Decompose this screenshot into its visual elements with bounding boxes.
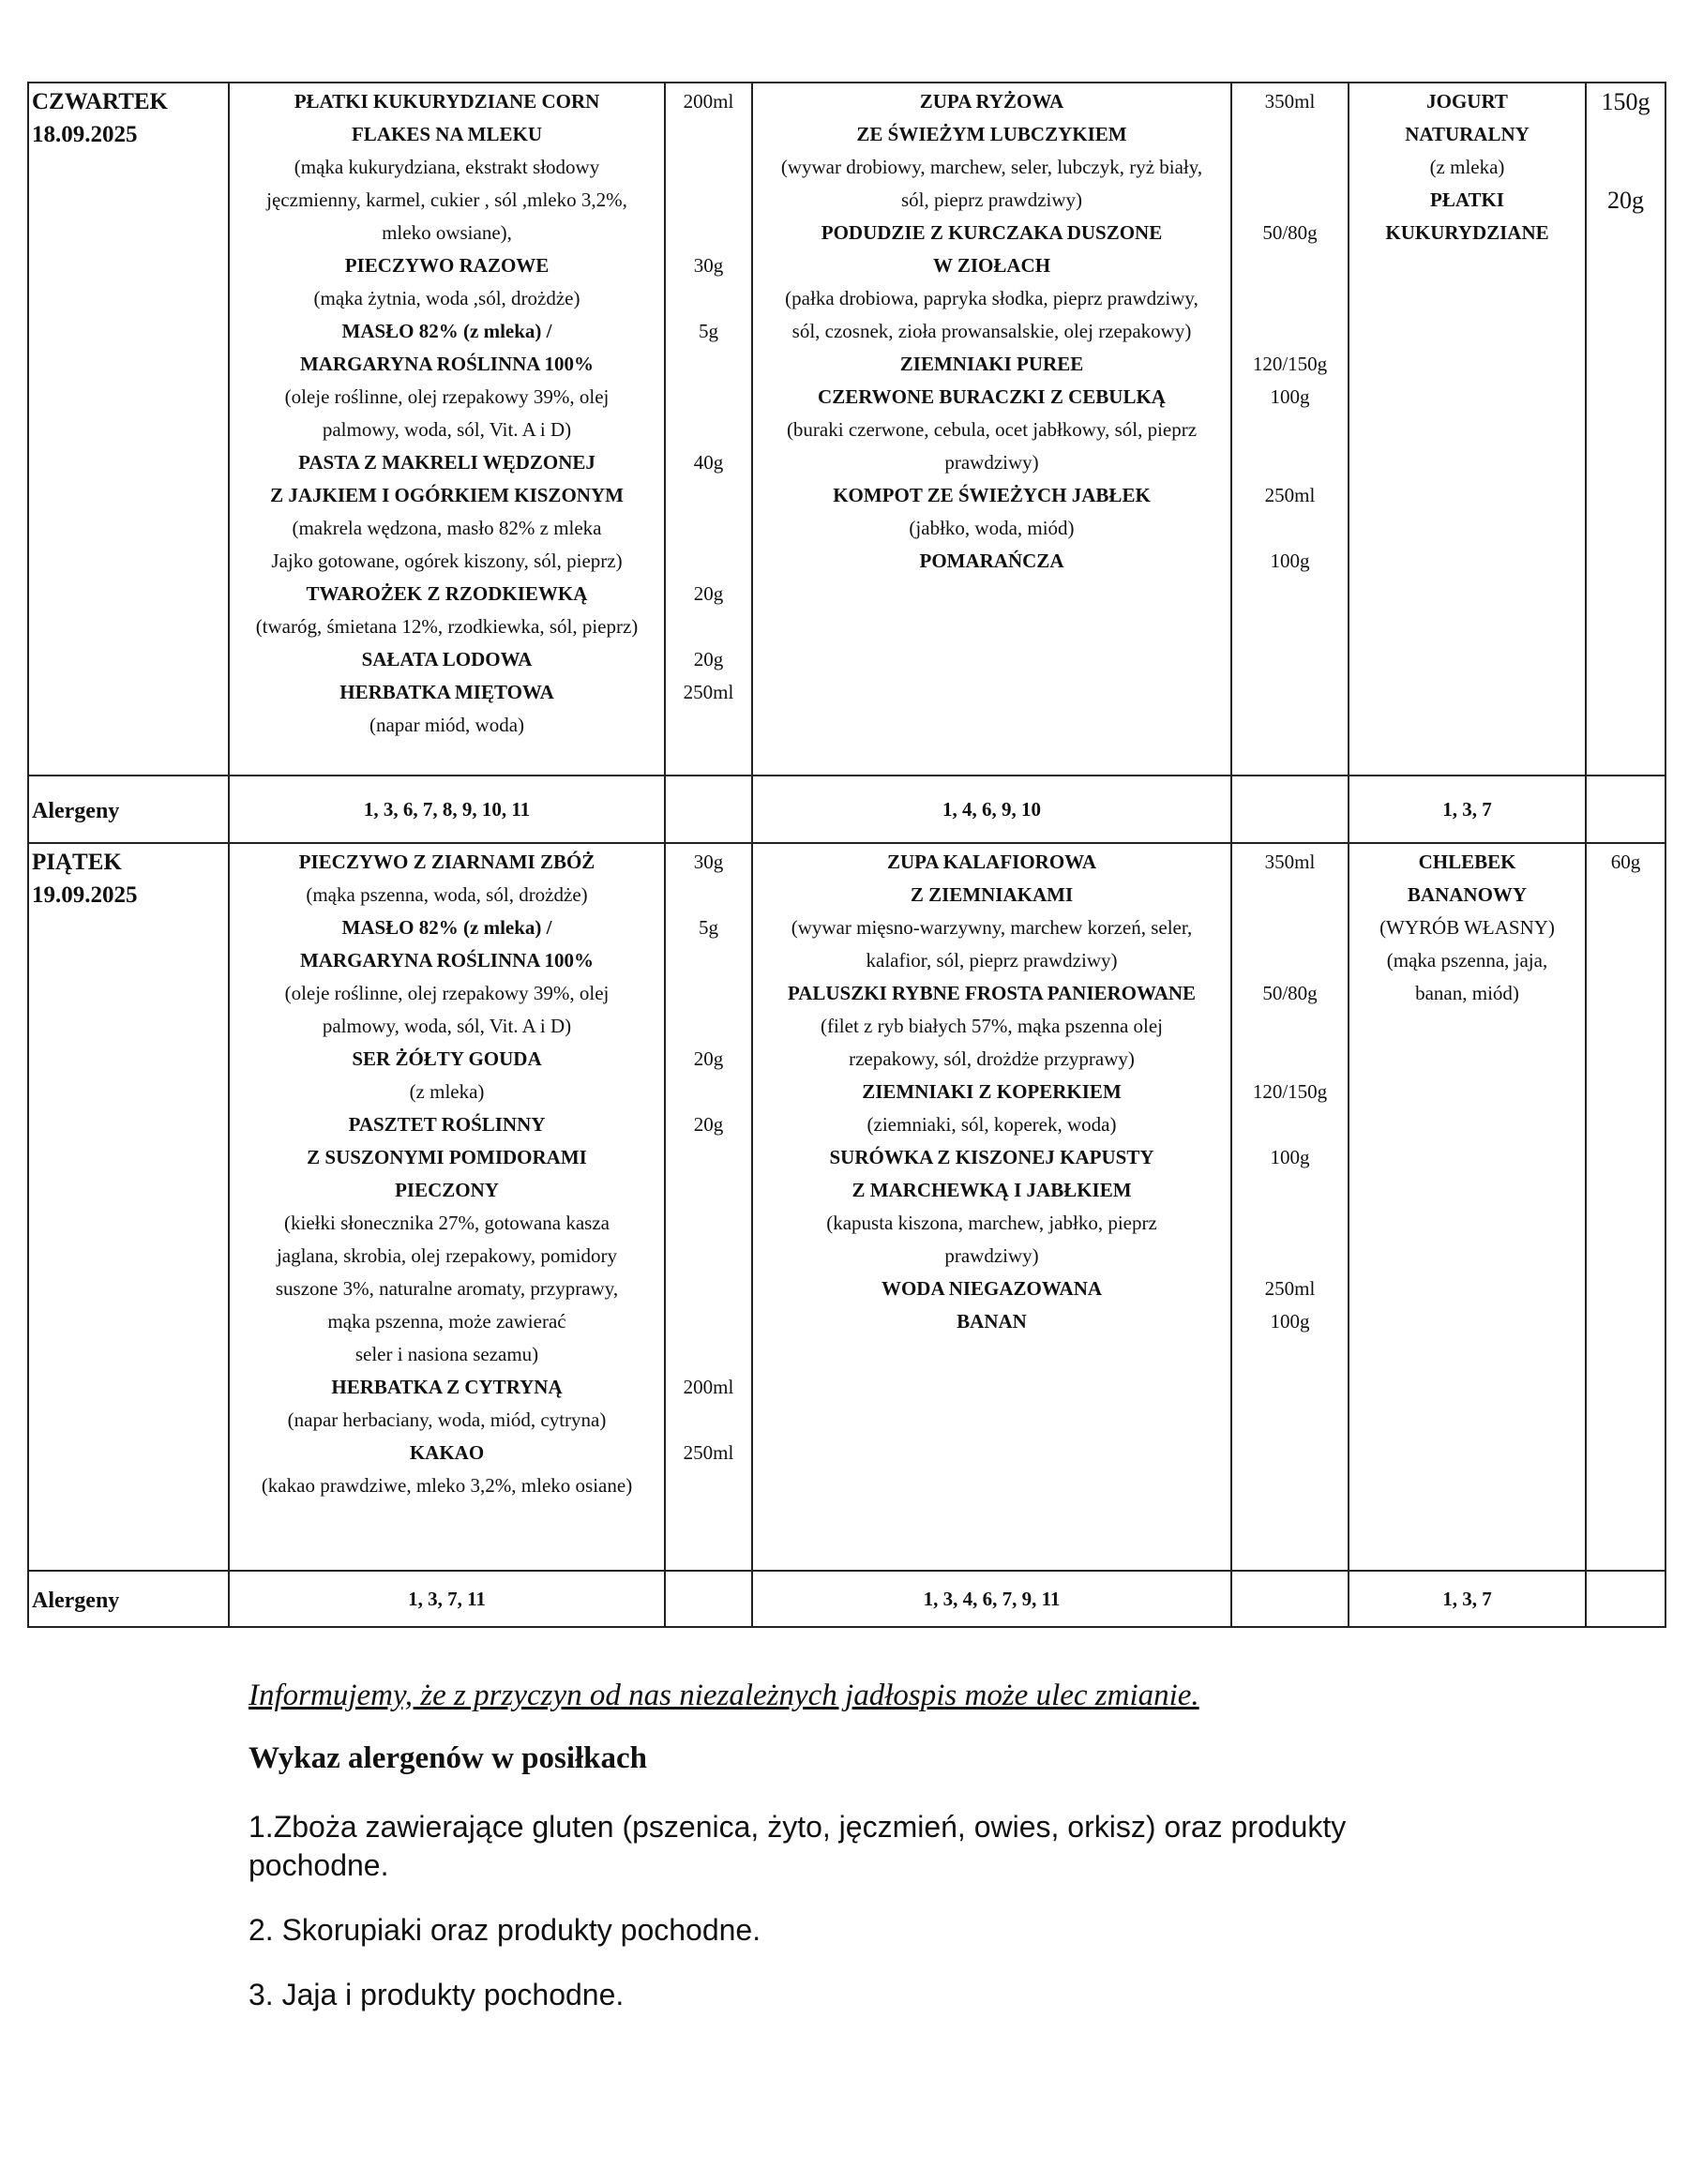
lunch-qty-cell (1231, 843, 1349, 1571)
menu-change-notice: Informujemy, że z przyczyn od nas niezależnych jadłospis może ulec zmianie. (249, 1679, 1199, 1712)
lunch-qty: 350ml (1264, 851, 1316, 873)
lunch-line: SURÓWKA Z KISZONEJ KAPUSTY (829, 1146, 1154, 1168)
snack-line: NATURALNY (1405, 123, 1530, 145)
breakfast-line: (kiełki słonecznika 27%, gotowana kasza (284, 1212, 610, 1234)
lunch-qty: 120/150g (1252, 353, 1328, 375)
lunch-line: (pałka drobiowa, papryka słodka, pieprz prawdziwy, (785, 287, 1198, 309)
allergen-row (28, 1571, 1665, 1627)
breakfast-qty: 40g (693, 451, 724, 474)
breakfast-qty (666, 1240, 751, 1273)
lunch-qty: 100g (1270, 550, 1310, 572)
allergen-list-title: Wykaz alergenów w posiłkach (249, 1741, 648, 1775)
breakfast-line: MARGARYNA ROŚLINNA 100% (299, 353, 595, 375)
lunch-line: Z ZIEMNIAKAMI (910, 883, 1074, 906)
allergen-item: 3. Jaja i produkty pochodne. (249, 1978, 625, 2011)
snack-line: JOGURT (1426, 90, 1508, 113)
snack-qty (1587, 217, 1665, 249)
lunch-line: PODUDZIE Z KURCZAKA DUSZONE (821, 221, 1163, 244)
snack-line: (mąka pszenna, jaja, (1386, 949, 1548, 972)
breakfast-line: (mąka żytnia, woda ,sól, drożdże) (313, 287, 580, 309)
lunch-line: (wywar drobiowy, marchew, seler, lubczyk, ryż biały, (780, 156, 1203, 178)
lunch-line: prawdziwy) (944, 451, 1039, 474)
breakfast-line: (makrela wędzona, masło 82% z mleka (292, 517, 602, 539)
breakfast-qty (666, 545, 751, 578)
lunch-qty (1232, 1207, 1348, 1240)
breakfast-line: TWAROŻEK Z RZODKIEWKĄ (306, 582, 588, 605)
breakfast-qty: 30g (693, 254, 724, 277)
allergen-item: 1.Zboża zawierające gluten (pszenica, żyto, jęczmień, owies, orkisz) oraz produkty pochodne. (249, 1810, 1347, 1882)
lunch-qty: 250ml (1264, 1277, 1316, 1300)
breakfast-line: (oleje roślinne, olej rzepakowy 39%, olej (284, 982, 610, 1004)
lunch-line: ZUPA KALAFIOROWA (886, 851, 1097, 873)
lunch-line: (ziemniaki, sól, koperek, woda) (867, 1113, 1117, 1136)
breakfast-line: mąka pszenna, może zawierać (327, 1310, 566, 1333)
lunch-qty (1232, 446, 1348, 479)
snack-line: KUKURYDZIANE (1385, 221, 1549, 244)
snack-cell (1349, 843, 1586, 1571)
lunch-cell (752, 843, 1231, 1571)
breakfast-line: KAKAO (409, 1441, 485, 1464)
day-cell (28, 843, 229, 1571)
snack-line: (WYRÓB WŁASNY) (1379, 916, 1555, 939)
lunch-line: KOMPOT ZE ŚWIEŻYCH JABŁEK (833, 484, 1151, 506)
breakfast-qty (666, 944, 751, 977)
lunch-qty: 50/80g (1262, 982, 1318, 1004)
breakfast-line: (napar herbaciany, woda, miód, cytryna) (287, 1408, 607, 1431)
empty-cell (1231, 1571, 1349, 1627)
breakfast-line: (kakao prawdziwe, mleko 3,2%, mleko osiane) (261, 1474, 633, 1497)
lunch-line: PALUSZKI RYBNE FROSTA PANIEROWANE (787, 982, 1197, 1004)
breakfast-qty (666, 1305, 751, 1338)
snack-qty (1587, 944, 1665, 977)
breakfast-qty (666, 512, 751, 545)
lunch-line: sól, czosnek, zioła prowansalskie, olej rzepakowy) (791, 320, 1192, 342)
breakfast-line: jaglana, skrobia, olej rzepakowy, pomidory (276, 1244, 618, 1267)
snack-line: PŁATKI (1430, 188, 1504, 211)
lunch-qty: 50/80g (1262, 221, 1318, 244)
breakfast-qty: 20g (693, 1113, 724, 1136)
lunch-line: POMARAŃCZA (919, 550, 1064, 572)
day-date: 18.09.2025 (32, 122, 138, 147)
empty-cell (665, 1571, 752, 1627)
lunch-qty (1232, 151, 1348, 184)
breakfast-qty: 5g (699, 320, 718, 342)
lunch-line: BANAN (957, 1310, 1027, 1333)
snack-qty (1587, 879, 1665, 911)
allergen-item: 2. Skorupiaki oraz produkty pochodne. (249, 1913, 761, 1947)
breakfast-qty (666, 1174, 751, 1207)
empty-cell (1586, 776, 1665, 843)
breakfast-qty-cell (665, 83, 752, 776)
lunch-line: Z MARCHEWKĄ I JABŁKIEM (852, 1179, 1132, 1201)
lunch-line: prawdziwy) (944, 1244, 1039, 1267)
lunch-line: ZIEMNIAKI PUREE (899, 353, 1084, 375)
breakfast-qty (666, 1207, 751, 1240)
lunch-qty: 100g (1270, 1310, 1310, 1333)
lunch-qty (1232, 879, 1348, 911)
lunch-line: ZIEMNIAKI Z KOPERKIEM (862, 1080, 1122, 1103)
snack-qty (1587, 118, 1665, 151)
day-row (28, 83, 1665, 776)
allergen-row (28, 776, 1665, 843)
breakfast-qty (666, 1338, 751, 1371)
breakfast-line: (z mleka) (409, 1080, 485, 1103)
empty-cell (1231, 776, 1349, 843)
lunch-qty (1232, 944, 1348, 977)
lunch-qty (1232, 1240, 1348, 1273)
breakfast-qty (666, 381, 751, 414)
breakfast-line: PASTA Z MAKRELI WĘDZONEJ (298, 451, 595, 474)
lunch-qty (1232, 249, 1348, 282)
snack-qty-cell (1586, 83, 1665, 776)
lunch-line: rzepakowy, sól, drożdże przyprawy) (849, 1047, 1135, 1070)
snack-qty: 20g (1607, 187, 1644, 214)
lunch-line: W ZIOŁACH (932, 254, 1051, 277)
breakfast-qty (666, 610, 751, 643)
lunch-line: (kapusta kiszona, marchew, jabłko, pieprz (826, 1212, 1157, 1234)
breakfast-qty (666, 977, 751, 1010)
lunch-line: sól, pieprz prawdziwy) (900, 188, 1083, 211)
breakfast-qty: 200ml (683, 90, 734, 113)
lunch-line: CZERWONE BURACZKI Z CEBULKĄ (818, 385, 1166, 408)
lunch-line: WODA NIEGAZOWANA (881, 1277, 1103, 1300)
breakfast-qty: 30g (693, 851, 724, 873)
breakfast-line: Jajko gotowane, ogórek kiszony, sól, pieprz) (271, 550, 623, 572)
lunch-qty (1232, 512, 1348, 545)
breakfast-qty (666, 282, 751, 315)
breakfast-line: SER ŻÓŁTY GOUDA (352, 1047, 542, 1070)
breakfast-line: suszone 3%, naturalne aromaty, przyprawy, (275, 1277, 619, 1300)
lunch-allergens: 1, 4, 6, 9, 10 (752, 776, 1231, 843)
snack-line: BANANOWY (1407, 883, 1528, 906)
breakfast-line: jęczmienny, karmel, cukier , sól ,mleko 3,2%, (266, 188, 627, 211)
breakfast-line: (napar miód, woda) (369, 714, 525, 736)
lunch-qty (1232, 118, 1348, 151)
breakfast-qty (666, 348, 751, 381)
breakfast-line: (mąka kukurydziana, ekstrakt słodowy (294, 156, 600, 178)
breakfast-line: PIECZONY (395, 1179, 499, 1201)
breakfast-qty: 5g (699, 916, 718, 939)
breakfast-qty (666, 1076, 751, 1108)
breakfast-qty (666, 1469, 751, 1502)
snack-line: banan, miód) (1415, 982, 1519, 1004)
breakfast-cell (229, 83, 665, 776)
breakfast-qty (666, 1273, 751, 1305)
breakfast-line: palmowy, woda, sól, Vit. A i D) (322, 418, 572, 441)
lunch-line: (filet z ryb białych 57%, mąka pszenna olej (820, 1015, 1164, 1037)
breakfast-line: PŁATKI KUKURYDZIANE CORN (294, 90, 600, 113)
breakfast-line: palmowy, woda, sól, Vit. A i D) (322, 1015, 572, 1037)
breakfast-line: SAŁATA LODOWA (361, 648, 533, 670)
lunch-qty (1232, 1010, 1348, 1043)
lunch-qty (1232, 414, 1348, 446)
breakfast-line: MASŁO 82% (z mleka) / (341, 916, 552, 939)
lunch-qty (1232, 1043, 1348, 1076)
footer (249, 1679, 1468, 2041)
breakfast-qty: 20g (693, 582, 724, 605)
breakfast-qty: 250ml (683, 1441, 734, 1464)
lunch-qty (1232, 1174, 1348, 1207)
lunch-qty: 350ml (1264, 90, 1316, 113)
snack-qty-cell (1586, 843, 1665, 1571)
lunch-line: (buraki czerwone, cebula, ocet jabłkowy, sól, pieprz (786, 418, 1198, 441)
breakfast-line: PIECZYWO RAZOWE (344, 254, 550, 277)
breakfast-qty (666, 1141, 751, 1174)
breakfast-qty (666, 414, 751, 446)
snack-line: CHLEBEK (1418, 851, 1516, 873)
breakfast-allergens: 1, 3, 6, 7, 8, 9, 10, 11 (229, 776, 665, 843)
lunch-qty (1232, 1108, 1348, 1141)
lunch-qty (1232, 282, 1348, 315)
day-date: 19.09.2025 (32, 882, 138, 908)
lunch-line: ZUPA RYŻOWA (919, 90, 1064, 113)
lunch-line: (jabłko, woda, miód) (909, 517, 1075, 539)
breakfast-qty (666, 709, 751, 742)
lunch-qty: 250ml (1264, 484, 1316, 506)
snack-line: (z mleka) (1429, 156, 1505, 178)
breakfast-qty: 200ml (683, 1376, 734, 1398)
breakfast-qty (666, 151, 751, 184)
breakfast-line: HERBATKA MIĘTOWA (339, 681, 554, 703)
snack-qty (1587, 977, 1665, 1010)
breakfast-qty: 20g (693, 1047, 724, 1070)
snack-allergens: 1, 3, 7 (1349, 776, 1586, 843)
snack-allergens: 1, 3, 7 (1349, 1571, 1586, 1627)
empty-cell (1586, 1571, 1665, 1627)
allergen-label: Alergeny (28, 1571, 229, 1627)
lunch-qty: 100g (1270, 385, 1310, 408)
breakfast-qty: 20g (693, 648, 724, 670)
day-row (28, 843, 1665, 1571)
breakfast-line: PIECZYWO Z ZIARNAMI ZBÓŻ (298, 851, 595, 873)
breakfast-qty: 250ml (683, 681, 734, 703)
snack-qty: 60g (1610, 851, 1641, 873)
menu-table (27, 82, 1666, 1628)
lunch-qty: 100g (1270, 1146, 1310, 1168)
breakfast-line: Z JAJKIEM I OGÓRKIEM KISZONYM (270, 484, 624, 506)
breakfast-line: PASZTET ROŚLINNY (348, 1113, 546, 1136)
lunch-cell (752, 83, 1231, 776)
breakfast-line: HERBATKA Z CYTRYNĄ (331, 1376, 563, 1398)
lunch-qty (1232, 184, 1348, 217)
breakfast-line: (twaróg, śmietana 12%, rzodkiewka, sól, pieprz) (255, 615, 639, 638)
day-name: CZWARTEK (32, 89, 168, 114)
snack-cell (1349, 83, 1586, 776)
breakfast-line: seler i nasiona sezamu) (354, 1343, 539, 1365)
breakfast-line: MARGARYNA ROŚLINNA 100% (299, 949, 595, 972)
lunch-line: ZE ŚWIEŻYM LUBCZYKIEM (856, 123, 1127, 145)
breakfast-line: (oleje roślinne, olej rzepakowy 39%, olej (284, 385, 610, 408)
breakfast-qty (666, 1010, 751, 1043)
lunch-qty: 120/150g (1252, 1080, 1328, 1103)
breakfast-qty (666, 1404, 751, 1437)
breakfast-line: mleko owsiane), (382, 221, 512, 244)
breakfast-qty (666, 118, 751, 151)
breakfast-qty (666, 217, 751, 249)
breakfast-allergens: 1, 3, 7, 11 (229, 1571, 665, 1627)
breakfast-line: Z SUSZONYMI POMIDORAMI (307, 1146, 587, 1168)
allergen-list (249, 1808, 1468, 2014)
breakfast-line: MASŁO 82% (z mleka) / (341, 320, 552, 342)
breakfast-line: FLAKES NA MLEKU (351, 123, 543, 145)
breakfast-qty (666, 184, 751, 217)
breakfast-qty (666, 879, 751, 911)
lunch-line: (wywar mięsno-warzywny, marchew korzeń, seler, (791, 916, 1193, 939)
day-name: PIĄTEK (32, 850, 122, 875)
breakfast-qty (666, 479, 751, 512)
allergen-label: Alergeny (28, 776, 229, 843)
day-cell (28, 83, 229, 776)
snack-qty (1587, 911, 1665, 944)
empty-cell (665, 776, 752, 843)
breakfast-line: (mąka pszenna, woda, sól, drożdże) (306, 883, 588, 906)
lunch-qty-cell (1231, 83, 1349, 776)
lunch-qty (1232, 315, 1348, 348)
breakfast-qty-cell (665, 843, 752, 1571)
breakfast-cell (229, 843, 665, 1571)
snack-qty: 150g (1601, 88, 1650, 115)
lunch-line: kalafior, sól, pieprz prawdziwy) (866, 949, 1118, 972)
lunch-allergens: 1, 3, 4, 6, 7, 9, 11 (752, 1571, 1231, 1627)
snack-qty (1587, 151, 1665, 184)
lunch-qty (1232, 911, 1348, 944)
